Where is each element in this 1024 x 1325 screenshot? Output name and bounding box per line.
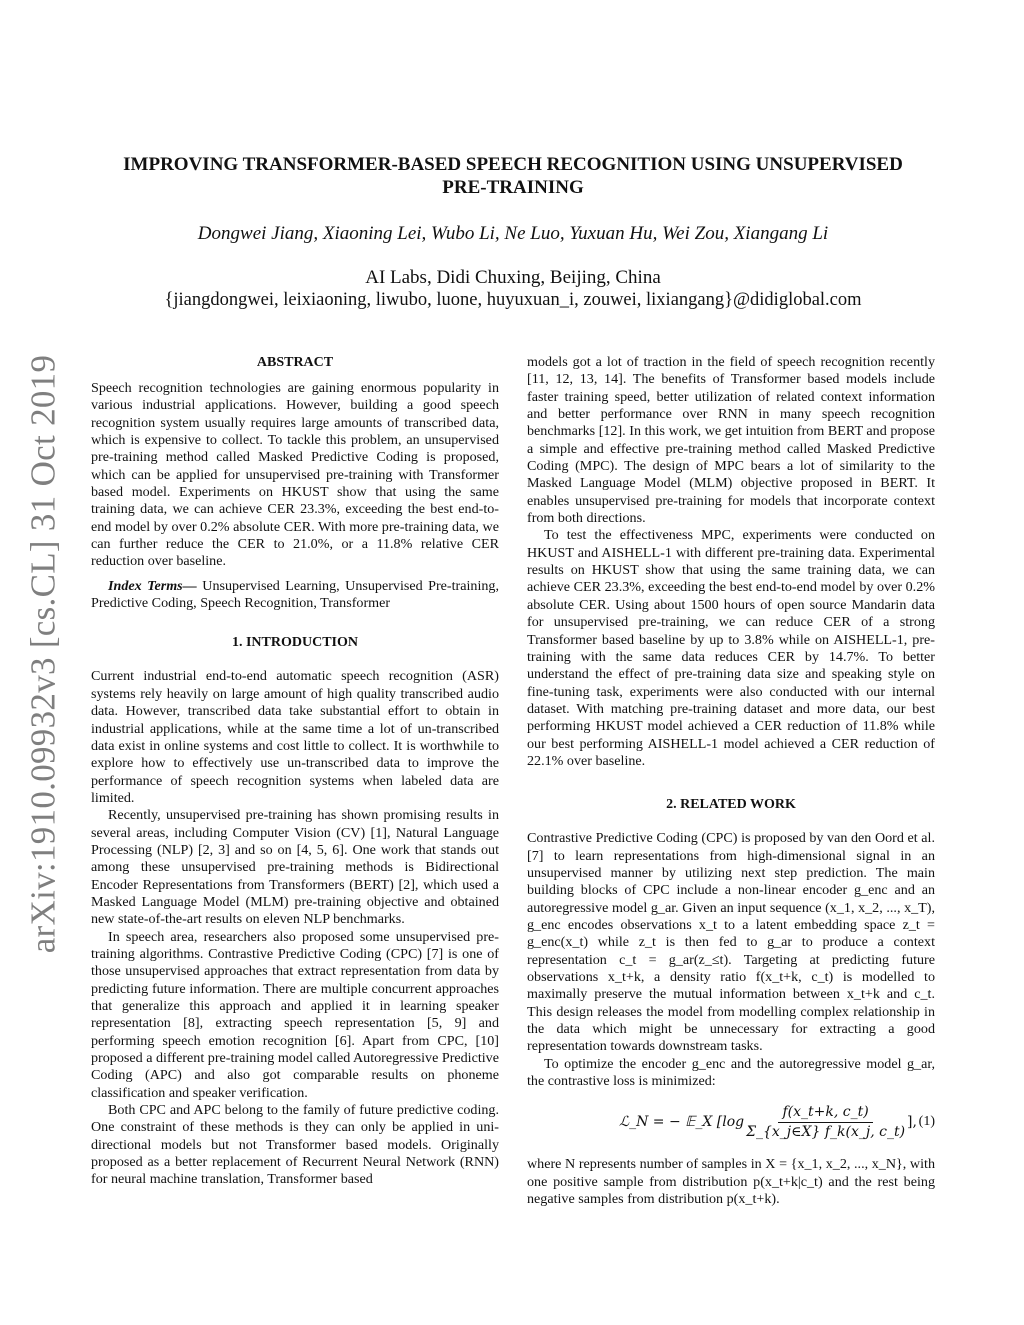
abstract-heading: ABSTRACT xyxy=(256,355,334,370)
intro-paragraph-2: Recently, unsupervised pre-training has shown promising results in several areas, including Computer Vision (CV) [1], Natural Language Processing (NLP) [2, 3] and so on [4, 5, 6]. One work that stands out among these unsupervised pre-training methods is Bidirectional Encoder Representations from Transformers (BERT) [2], which used a Masked Language Model (MLM) pre-training objective and obtained new state-of-the-art results on eleven NLP benchmarks. xyxy=(91,807,499,928)
equation-denominator: Σ_{x_j∈X} f_k(x_j, c_t) xyxy=(746,1123,906,1140)
affiliation-block xyxy=(92,266,934,312)
related-work-heading: 2. RELATED WORK xyxy=(666,797,796,813)
index-terms-label: Index Terms— xyxy=(108,577,197,594)
equation-lhs: ℒ_N = − 𝔼_X [log xyxy=(619,1113,745,1130)
introduction-heading: 1. INTRODUCTION xyxy=(231,635,358,651)
intro-paragraph-1: Current industrial end-to-end automatic speech recognition (ASR) systems rely heavily on large amount of high quality transcribed audio data. However, transcribed data take substantial effort to obtain in industrial applications, while at the same time a lot of un-transcribed data exist in online systems and cost little to collect. It is worthwhile to explore how to effectively use un-transcribed data to improve the performance of speech recognition systems when labeled data are limited. xyxy=(91,668,499,806)
intro-paragraph-6: To test the effectiveness MPC, experiments were conducted on HKUST and AISHELL-1 with different pre-training data. Experimental results on HKUST show that using the same training data, we can achieve CER 23.3%, exceeding the best end-to-end model by over 0.2% absolute CER. Using about 1500 hours of open source Mandarin data for unsupervised pre-training, we can reduce CER of a strong Transformer based baseline by up to 3.8% while on AISHELL-1, pre-training with the same data reduces CER by 14.7%. To better understand the effect of pre-training data size and speaking style on fine-tuning task, experiments were also conducted with our internal dataset. With matching pre-training dataset and more data, our best performing HKUST model achieved a CER reduction of 11.8% while our best performing AISHELL-1 model achieved a CER reduction of 22.1% over baseline. xyxy=(527,527,935,769)
equation-number: (1) xyxy=(918,1114,935,1130)
equation-fraction xyxy=(746,1104,905,1142)
equation-tail: ], xyxy=(907,1113,917,1130)
affiliation: AI Labs, Didi Chuxing, Beijing, China xyxy=(365,267,661,288)
related-paragraph-3: where N represents number of samples in X = {x_1, x_2, ..., x_N}, with one positive sample from distribution p(x_t+k|c_t) and the rest being negative samples from distribution p(x_t+k). xyxy=(527,1156,935,1208)
author-emails: {jiangdongwei, leixiaoning, liwubo, luone, huyuxuan_i, zouwei, lixiangang}@didiglobal.com xyxy=(164,290,862,310)
paper-title: IMPROVING TRANSFORMER-BASED SPEECH RECOGNITION USING UNSUPERVISED PRE-TRAINING xyxy=(123,154,903,198)
right-column xyxy=(527,354,935,1208)
equation-numerator: f(x_t+k, c_t) xyxy=(778,1104,872,1123)
index-terms-list: Unsupervised Learning, Unsupervised Pre-training, Predictive Coding, Speech Recognition, Transformer xyxy=(91,577,499,612)
related-paragraph-2: To optimize the encoder g_enc and the autoregressive model g_ar, the contrastive loss is minimized: xyxy=(527,1055,935,1090)
intro-paragraph-4: Both CPC and APC belong to the family of future predictive coding. One constraint of these methods is they can only be applied in uni-directional models but not Transformer based models. Originally proposed as a better replacement of Recurrent Neural Network (RNN) for neural machine translation, Transformer based xyxy=(91,1102,499,1188)
related-paragraph-1: Contrastive Predictive Coding (CPC) is proposed by van den Oord et al. [7] to learn representations from high-dimensional signal in an unsupervised manner by utilizing next step prediction. The main building blocks of CPC include a non-linear encoder g_enc and an autoregressive model g_ar. Given an input sequence (x_1, x_2, ..., x_T), g_enc encodes observations x_t to a latent embedding space z_t = g_enc(x_t) while z_t is then fed to g_ar to produce a context representation c_t = g_ar(z_≤t). Targeting at predicting future observations x_t+k, a density ratio f(x_t+k, c_t) is modelled to maximally preserve the mutual information between x_t+k and c_t. This design releases the model from modelling complex relationship in the data which might be unnecessary for extracting a good representation towards downstream tasks. xyxy=(527,830,935,1055)
intro-paragraph-3: In speech area, researchers also proposed some unsupervised pre-training algorithms. Contrastive Predictive Coding (CPC) [7] is one of those unsupervised approaches that extract representation from data by predicting future information. There are multiple concurrent approaches that generalize this approach and applied it in learning speaker representation [8], extracting speech representation [5, 9] and performing speech emotion recognition [6]. Apart from CPC, [10] proposed a different pre-training model called Autoregressive Predictive Coding (APC) and also got comparable results on phoneme classification and speaker verification. xyxy=(91,928,499,1101)
abstract-text: Speech recognition technologies are gaining enormous popularity in various industrial applications. However, building a good speech recognition system usually requires large amounts of transcribed data, which is expensive to collect. To tackle this problem, an unsupervised pre-training method called Masked Predictive Coding is proposed, which can be applied for unsupervised pre-training with Transformer based model. Experiments on HKUST show that using the same training data, we can achieve CER 23.3%, exceeding the best end-to-end model by over 0.2% absolute CER. With more pre-training data, we can further reduce the CER to 21.0%, or a 11.8% relative CER reduction over baseline. xyxy=(91,380,499,570)
contrastive-loss-equation xyxy=(527,1100,935,1144)
left-column xyxy=(91,354,499,1189)
index-terms xyxy=(91,578,499,613)
arxiv-identifier: arXiv:1910.09932v3 [cs.CL] 31 Oct 2019 xyxy=(23,354,63,954)
author-list: Dongwei Jiang, Xiaoning Lei, Wubo Li, Ne Luo, Yuxuan Hu, Wei Zou, Xiangang Li xyxy=(197,223,829,244)
intro-paragraph-5: models got a lot of traction in the field of speech recognition recently [11, 12, 13, 14]. The benefits of Transformer based models include faster training speed, better utilization of related context information and better performance over RNN in many speech recognition benchmarks [12]. In this work, we get intuition from BERT and propose a simple and effective pre-training method called Masked Predictive Coding (MPC). The design of MPC bears a lot of similarity to the Masked Language Model (MLM) objective proposed in BERT. It enables unsupervised pre-training for models that incorporate context from both directions. xyxy=(527,354,935,527)
